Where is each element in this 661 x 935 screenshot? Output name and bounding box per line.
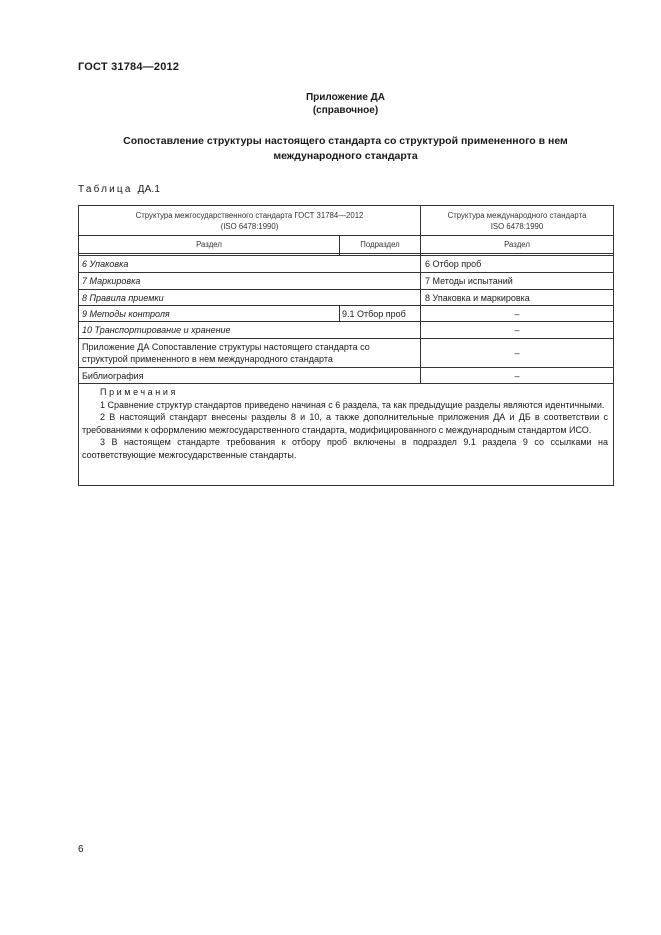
appendix-row-line1: Приложение ДА Сопоставление структуры настоящего стандарта со bbox=[82, 342, 370, 352]
table-cell-subsection: 9.1 Отбор проб bbox=[342, 308, 406, 319]
page-number: 6 bbox=[78, 844, 84, 855]
section-title-line2: международного стандарта bbox=[273, 150, 418, 162]
notes-heading: Примечания bbox=[100, 387, 178, 397]
table-cell-intl: 7 Методы испытаний bbox=[425, 276, 513, 286]
table-cell-section: 9 Методы контроля bbox=[82, 308, 170, 319]
section-title bbox=[90, 134, 601, 164]
header-interstate-line2: (ISO 6478:1990) bbox=[220, 221, 279, 231]
header-interstate-structure bbox=[79, 206, 420, 235]
comparison-table bbox=[78, 205, 614, 485]
section-title-line1: Сопоставление структуры настоящего стандарта со структурой примененного в нем bbox=[123, 135, 568, 147]
table-cell-intl: – bbox=[514, 325, 520, 335]
document-code: ГОСТ 31784—2012 bbox=[78, 61, 180, 73]
table-cell-section: Библиография bbox=[82, 370, 144, 381]
column-header-section-intl: Раздел bbox=[504, 240, 530, 249]
header-international-line2: ISO 6478:1990 bbox=[490, 221, 544, 231]
table-cell-intl: – bbox=[514, 348, 520, 358]
table-cell-intl: 8 Упаковка и маркировка bbox=[425, 292, 530, 303]
header-international-line1: Структура международного стандарта bbox=[447, 210, 587, 220]
header-interstate-line1: Структура межгосударственного стандарта ГОСТ 31784—2012 bbox=[135, 210, 364, 220]
appendix-row-line2: структурой примененного в нем международного стандарта bbox=[82, 354, 333, 364]
table-cell-section: 10 Транспортирование и хранение bbox=[82, 325, 231, 335]
table-label bbox=[78, 184, 160, 195]
header-international-structure bbox=[421, 206, 613, 235]
note-1: 1 Сравнение структур стандартов приведено начиная с 6 раздела, та как предыдущие разделы являются идентичными. bbox=[100, 399, 605, 410]
table-cell-intl: – bbox=[514, 308, 520, 319]
table-cell-intl: – bbox=[514, 370, 520, 381]
column-header-section: Раздел bbox=[196, 240, 222, 249]
table-cell-section: 7 Маркировка bbox=[82, 276, 141, 286]
table-notes bbox=[82, 386, 608, 461]
table-cell-section: 8 Правила приемки bbox=[82, 292, 164, 303]
appendix-subtitle: (справочное) bbox=[312, 105, 379, 116]
appendix-title: Приложение ДА bbox=[305, 92, 386, 103]
note-3: 3 В настоящем стандарте требования к отбору проб включены в подраздел 9.1 раздела 9 со ссылками на соответствующие межгосударственные стандарты. bbox=[82, 437, 608, 460]
table-cell-section bbox=[82, 339, 419, 367]
table-label-number: ДА.1 bbox=[137, 184, 161, 195]
table-label-word: Таблица bbox=[78, 184, 133, 195]
table-cell-section: 6 Упаковка bbox=[82, 259, 129, 269]
note-2: 2 В настоящий стандарт внесены разделы 8 и 10, а также дополнительные приложения ДА и ДБ в соответствии с требованиями к оформлению межгосударственного стандарта, модифицированного с международным стандартом ИСО. bbox=[82, 412, 608, 435]
column-header-subsection: Подраздел bbox=[360, 240, 400, 249]
table-cell-intl: 6 Отбор проб bbox=[425, 259, 482, 269]
